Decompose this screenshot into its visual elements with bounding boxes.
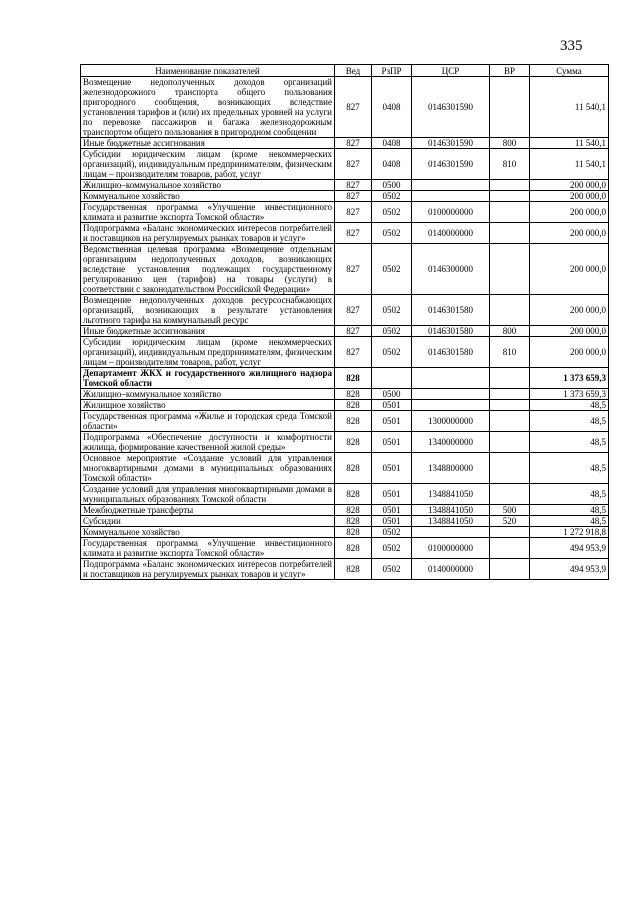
cell-csr: 1300000000 [412,411,490,432]
table-row [81,368,609,389]
cell-csr: 1348841050 [412,505,490,516]
cell-ved: 827 [335,337,372,368]
cell-name: Субсидии юридическим лицам (кроме некоммерческих организаций), индивидуальным предпринимателям, физическим лицам – производителям товаров, работ, услуг [81,149,335,180]
cell-name: Жилищное хозяйство [81,400,335,411]
cell-vr: 800 [490,138,530,149]
cell-sum: 200 000,0 [530,337,609,368]
cell-ved: 828 [335,368,372,389]
cell-name: Субсидии юридическим лицам (кроме некоммерческих организаций), индивидуальным предпринимателям, физическим лицам – производителям товаров, работ, услуг [81,337,335,368]
cell-rzpr: 0502 [372,295,412,326]
cell-name: Иные бюджетные ассигнования [81,326,335,337]
cell-ved: 828 [335,453,372,484]
cell-ved: 828 [335,411,372,432]
cell-name: Государственная программа «Жилье и городская среда Томской области» [81,411,335,432]
cell-name: Иные бюджетные ассигнования [81,138,335,149]
cell-ved: 827 [335,326,372,337]
cell-vr [490,223,530,244]
table-row [81,411,609,432]
cell-rzpr: 0500 [372,180,412,191]
cell-csr [412,527,490,538]
cell-sum: 48,5 [530,505,609,516]
cell-sum: 494 953,9 [530,538,609,559]
cell-rzpr: 0502 [372,202,412,223]
cell-vr: 500 [490,505,530,516]
column-header-name: Наименование показателей [81,65,335,77]
cell-csr [412,400,490,411]
table-row [81,516,609,527]
cell-sum: 48,5 [530,411,609,432]
cell-ved: 828 [335,484,372,505]
cell-csr: 0100000000 [412,538,490,559]
cell-csr: 0146301580 [412,326,490,337]
cell-rzpr: 0501 [372,484,412,505]
column-header-sum: Сумма [530,65,609,77]
cell-vr [490,400,530,411]
table-row [81,389,609,400]
cell-ved: 827 [335,202,372,223]
cell-ved: 827 [335,191,372,202]
page-number: 335 [560,38,583,54]
cell-name: Создание условий для управления многоквартирными домами в муниципальных образованиях Томской области [81,484,335,505]
cell-rzpr: 0501 [372,505,412,516]
cell-vr [490,368,530,389]
cell-rzpr: 0408 [372,149,412,180]
cell-csr: 0140000000 [412,559,490,580]
cell-csr: 0146301590 [412,77,490,138]
cell-vr [490,484,530,505]
cell-sum: 1 373 659,3 [530,389,609,400]
cell-name: Ведомственная целевая программа «Возмещение отдельным организациям недополученных доходов, возникающих вследствие установления подлежащих государственному регулированию цен (тарифов) на товары (услуги) в соответствии с законодательством Российской Федерации» [81,244,335,295]
table-row [81,527,609,538]
cell-vr [490,77,530,138]
cell-name: Государственная программа «Улучшение инвестиционного климата и развитие экспорта Томской области» [81,202,335,223]
table-row [81,295,609,326]
table-row [81,180,609,191]
cell-csr: 0146301580 [412,337,490,368]
cell-vr [490,202,530,223]
cell-vr [490,432,530,453]
cell-name: Межбюджетные трансферты [81,505,335,516]
cell-rzpr: 0501 [372,516,412,527]
cell-csr [412,191,490,202]
cell-name: Жилищно–коммунальное хозяйство [81,389,335,400]
cell-vr [490,538,530,559]
table-row [81,326,609,337]
table-row [81,505,609,516]
cell-ved: 827 [335,295,372,326]
table-row [81,223,609,244]
cell-ved: 828 [335,516,372,527]
table-row [81,202,609,223]
cell-csr [412,389,490,400]
cell-csr: 0140000000 [412,223,490,244]
table-row [81,400,609,411]
cell-name: Департамент ЖКХ и государственного жилищного надзора Томской области [81,368,335,389]
cell-rzpr: 0502 [372,559,412,580]
cell-name: Подпрограмма «Обеспечение доступности и комфортности жилища, формирование качественной жилой среды» [81,432,335,453]
cell-rzpr: 0500 [372,389,412,400]
cell-name: Жилищно–коммунальное хозяйство [81,180,335,191]
cell-sum: 11 540,1 [530,138,609,149]
cell-sum: 48,5 [530,484,609,505]
cell-sum: 1 373 659,3 [530,368,609,389]
table-row [81,244,609,295]
table-row [81,149,609,180]
cell-name: Возмещение недополученных доходов организаций железнодорожного транспорта общего пользования пригородного сообщения, возникающих вследствие установления тарифов и (или) их предельных уровней на услуги по перевозке пассажиров и багажа железнодорожным транспортом общего пользования в пригородном сообщении [81,77,335,138]
cell-vr [490,453,530,484]
cell-name: Основное мероприятие «Создание условий для управления многоквартирными домами в муниципальных образованиях Томской области» [81,453,335,484]
cell-vr [490,411,530,432]
table-row [81,337,609,368]
cell-sum: 200 000,0 [530,244,609,295]
cell-rzpr: 0502 [372,326,412,337]
cell-sum: 200 000,0 [530,180,609,191]
cell-name: Субсидии [81,516,335,527]
cell-rzpr: 0408 [372,138,412,149]
cell-ved: 828 [335,527,372,538]
cell-sum: 200 000,0 [530,295,609,326]
cell-sum: 200 000,0 [530,223,609,244]
table-row [81,191,609,202]
cell-sum: 11 540,1 [530,77,609,138]
cell-name: Коммунальное хозяйство [81,527,335,538]
cell-name: Подпрограмма «Баланс экономических интересов потребителей и поставщиков на регулируемых рынках товаров и услуг» [81,559,335,580]
cell-vr: 810 [490,149,530,180]
cell-sum: 1 272 918,8 [530,527,609,538]
cell-csr: 1348841050 [412,516,490,527]
cell-ved: 828 [335,400,372,411]
cell-ved: 828 [335,432,372,453]
column-header-ved: Вед [335,65,372,77]
cell-vr: 810 [490,337,530,368]
cell-csr: 1348841050 [412,484,490,505]
cell-vr [490,389,530,400]
cell-ved: 828 [335,505,372,516]
table-body [81,77,609,580]
cell-ved: 827 [335,149,372,180]
cell-sum: 200 000,0 [530,202,609,223]
cell-rzpr: 0502 [372,223,412,244]
table-row [81,77,609,138]
cell-rzpr [372,368,412,389]
table-header-row [81,65,609,77]
cell-rzpr: 0502 [372,538,412,559]
cell-csr [412,180,490,191]
cell-vr: 800 [490,326,530,337]
cell-sum: 494 953,9 [530,559,609,580]
cell-sum: 48,5 [530,453,609,484]
cell-ved: 828 [335,538,372,559]
cell-sum: 48,5 [530,516,609,527]
cell-vr [490,559,530,580]
cell-rzpr: 0408 [372,77,412,138]
cell-ved: 827 [335,180,372,191]
table-row [81,559,609,580]
cell-sum: 48,5 [530,400,609,411]
cell-csr: 0146301580 [412,295,490,326]
table-row [81,484,609,505]
cell-vr [490,180,530,191]
column-header-vr: ВР [490,65,530,77]
column-header-rzpr: РзПР [372,65,412,77]
cell-sum: 11 540,1 [530,149,609,180]
cell-ved: 827 [335,138,372,149]
cell-rzpr: 0502 [372,244,412,295]
cell-ved: 827 [335,244,372,295]
cell-csr: 0146301590 [412,138,490,149]
cell-name: Возмещение недополученных доходов ресурсоснабжающих организаций, возникающих в результате установления льготного тарифа на коммунальный ресурс [81,295,335,326]
column-header-csr: ЦСР [412,65,490,77]
cell-rzpr: 0501 [372,411,412,432]
cell-vr [490,527,530,538]
cell-sum: 200 000,0 [530,326,609,337]
cell-name: Подпрограмма «Баланс экономических интересов потребителей и поставщиков на регулируемых рынках товаров и услуг» [81,223,335,244]
cell-name: Государственная программа «Улучшение инвестиционного климата и развитие экспорта Томской области» [81,538,335,559]
cell-csr: 0146300000 [412,244,490,295]
budget-table [80,64,609,580]
cell-vr [490,244,530,295]
cell-name: Коммунальное хозяйство [81,191,335,202]
cell-ved: 827 [335,223,372,244]
table-row [81,453,609,484]
cell-rzpr: 0502 [372,527,412,538]
cell-rzpr: 0501 [372,400,412,411]
cell-csr [412,368,490,389]
cell-vr [490,295,530,326]
cell-rzpr: 0502 [372,337,412,368]
cell-vr [490,191,530,202]
cell-rzpr: 0501 [372,432,412,453]
cell-sum: 48,5 [530,432,609,453]
cell-rzpr: 0501 [372,453,412,484]
cell-csr: 1340000000 [412,432,490,453]
table-row [81,432,609,453]
cell-csr: 0146301590 [412,149,490,180]
cell-vr: 520 [490,516,530,527]
cell-ved: 828 [335,559,372,580]
cell-ved: 828 [335,389,372,400]
table-row [81,538,609,559]
cell-csr: 1348800000 [412,453,490,484]
cell-rzpr: 0502 [372,191,412,202]
cell-ved: 827 [335,77,372,138]
cell-sum: 200 000,0 [530,191,609,202]
cell-csr: 0100000000 [412,202,490,223]
table-row [81,138,609,149]
